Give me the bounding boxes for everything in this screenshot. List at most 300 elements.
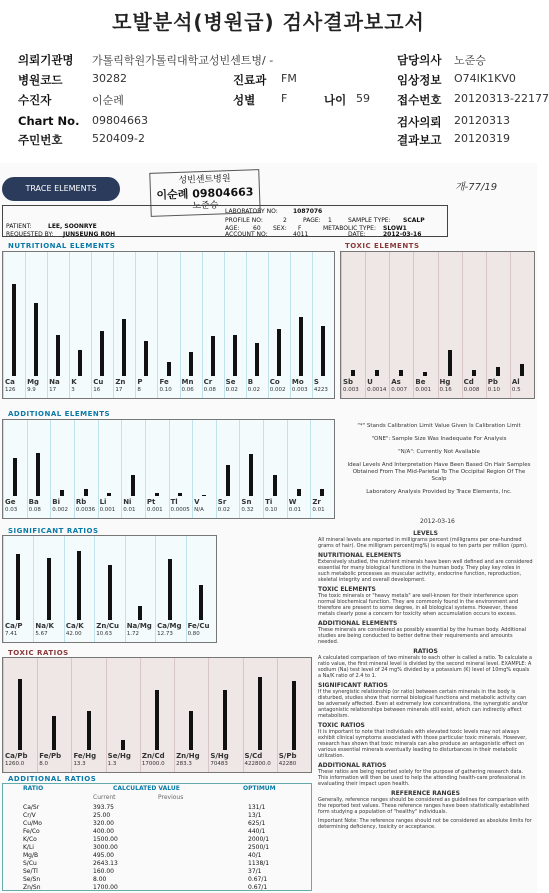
bar-s-pb	[292, 681, 296, 750]
lab-field-value: SLOW1	[383, 225, 407, 232]
element-symbol: S	[313, 378, 319, 386]
grid-column	[186, 536, 187, 642]
note-heading: ADDITIONAL RATIOS	[318, 762, 387, 769]
bar-k	[78, 350, 82, 376]
element-value: 0.02	[247, 387, 260, 393]
logo-text: TRACE ELEMENTS	[25, 184, 97, 193]
additional-title: ADDITIONAL ELEMENTS	[8, 410, 111, 418]
grid-column	[192, 420, 193, 518]
bar-as	[399, 370, 403, 376]
lab-field-value: 2	[283, 217, 287, 224]
header-value: 59	[356, 92, 370, 105]
element-value: 0.16	[439, 387, 452, 393]
element-value: 0.01	[312, 507, 325, 513]
ratio-subheader-row	[3, 794, 313, 803]
element-value: 17	[49, 387, 57, 393]
grid-column	[310, 420, 311, 518]
grid-column	[125, 536, 126, 642]
grid-column	[243, 658, 244, 772]
header-value: 30282	[92, 72, 127, 85]
ratio-name: Zn/Sn	[23, 884, 41, 891]
grid-column	[94, 536, 95, 642]
element-value: 0.06	[181, 387, 194, 393]
element-value: 0.0036	[75, 507, 96, 513]
header-row	[0, 70, 537, 89]
bar-fe-cu	[199, 585, 203, 620]
ratio-current: 495.00	[93, 852, 114, 859]
element-symbol: Mn	[181, 378, 194, 386]
grid-column	[157, 252, 158, 398]
legend-line: "ONE": Sample Size Was Inadequate For Analysis	[371, 436, 507, 442]
element-symbol: Sb	[343, 378, 354, 386]
grid-column	[287, 420, 288, 518]
element-symbol: Mg	[27, 378, 40, 386]
lab-field-value: 4011	[293, 231, 309, 238]
grid-column	[74, 420, 75, 518]
bar-zr	[320, 489, 324, 496]
element-symbol: Sn	[241, 498, 252, 506]
element-value: 42280	[278, 761, 297, 767]
bar-co	[277, 329, 281, 376]
ratio-current: 2643.13	[93, 860, 118, 867]
toxic-title: TOXIC ELEMENTS	[345, 242, 420, 250]
element-value: 126	[5, 387, 16, 393]
additional-ratios-title: ADDITIONAL RATIOS	[8, 775, 97, 783]
element-symbol: K	[71, 378, 77, 386]
lab-field-label: SAMPLE TYPE:	[348, 217, 391, 224]
bar-u	[375, 370, 379, 376]
report-title: 모발분석(병원급) 검사결과보고서	[112, 10, 425, 34]
grid-column	[98, 420, 99, 518]
element-symbol: Ca/P	[5, 622, 23, 630]
legend-line: "N/A": Currently Not Available	[398, 449, 480, 455]
ratio-sub-header: Current	[93, 794, 116, 801]
lab-info-table	[2, 205, 448, 237]
bar-cd	[472, 370, 476, 376]
lab-field-label: REQUESTED BY:	[6, 231, 54, 238]
bar-se-hg	[121, 740, 125, 750]
grid-column	[145, 420, 146, 518]
element-value: 0.003	[291, 387, 308, 393]
element-symbol: V	[194, 498, 200, 506]
stamp-line: 성빈센트병원	[178, 174, 231, 186]
grid-column	[224, 252, 225, 398]
grid-column	[106, 658, 107, 772]
element-value: 12.73	[157, 631, 173, 637]
ratio-name: K/Li	[23, 844, 34, 851]
grid-column	[27, 420, 28, 518]
header-value: FM	[281, 72, 297, 85]
grid-column	[239, 420, 240, 518]
lab-field-label: SEX:	[273, 225, 287, 232]
grid-column	[3, 420, 4, 518]
header-label: 수진자	[18, 93, 52, 107]
grid-column	[64, 536, 65, 642]
bar-mo	[299, 317, 303, 376]
element-symbol: Pt	[146, 498, 156, 506]
element-value: 0.10	[487, 387, 500, 393]
element-value: 0.80	[187, 631, 200, 637]
ratio-current: 25.00	[93, 812, 111, 819]
element-symbol: Al	[511, 378, 520, 386]
element-symbol: Ni	[123, 498, 132, 506]
element-symbol: Co	[269, 378, 280, 386]
lab-logo	[2, 177, 120, 201]
ratio-col-header: OPTIMUM	[243, 785, 276, 792]
ratio-col-header: CALCULATED VALUE	[113, 785, 180, 792]
bar-li	[107, 493, 111, 497]
grid-column	[47, 252, 48, 398]
grid-column	[113, 252, 114, 398]
bar-fe-pb	[52, 716, 56, 750]
bar-mg	[34, 303, 38, 376]
additional-panel	[2, 419, 335, 519]
bar-ca	[12, 284, 16, 376]
note-heading: RATIOS	[413, 648, 438, 655]
note-text: These ratios are being reported solely for the purpose of gathering research data. This information will then be used to help the attending health-care professional in evaluating their impact upon health.	[318, 769, 526, 787]
grid-column	[216, 420, 217, 518]
significant-title: SIGNIFICANT RATIOS	[8, 527, 99, 535]
grid-column	[3, 658, 4, 772]
element-symbol: Ca	[5, 378, 15, 386]
element-symbol: U	[367, 378, 373, 386]
bar-rb	[84, 489, 88, 496]
ratio-name: Ca/Sr	[23, 804, 40, 811]
element-symbol: Fe/Cu	[187, 622, 210, 630]
element-value: 0.007	[391, 387, 407, 393]
nutritional-title: NUTRITIONAL ELEMENTS	[8, 242, 116, 250]
toxic-ratios-panel	[2, 657, 312, 773]
ratio-optimum: 0.67/1	[248, 884, 268, 891]
element-symbol: Tl	[170, 498, 178, 506]
element-value: N/A	[194, 507, 204, 513]
bar-sr	[226, 465, 230, 497]
ratio-optimum: 625/1	[248, 820, 266, 827]
element-symbol: Rb	[75, 498, 87, 506]
ratio-name: Se/Sn	[23, 876, 41, 883]
element-symbol: Cu	[93, 378, 104, 386]
handwritten-note: 개-77/19	[455, 182, 498, 193]
bar-cu	[100, 331, 104, 376]
ratio-current: 3000.00	[93, 844, 118, 851]
lab-field-label: ACCOUNT NO:	[225, 231, 268, 238]
header-row	[0, 112, 537, 131]
element-value: 0.008	[463, 387, 480, 393]
grid-column	[174, 658, 175, 772]
lab-field-label: DATE:	[348, 231, 366, 238]
header-value: F	[281, 92, 288, 105]
element-value: 0.0014	[367, 387, 387, 393]
element-value: 0.02	[217, 507, 231, 513]
legend-line: Laboratory Analysis Provided by Trace Elements, Inc.	[366, 489, 512, 495]
lab-field-label: METABOLIC TYPE:	[323, 225, 376, 232]
bar-fe-hg	[87, 711, 91, 750]
grid-column	[486, 252, 487, 398]
ratio-header-row	[3, 785, 313, 794]
ratio-current: 320.00	[93, 820, 114, 827]
ratio-name: Se/Tl	[23, 868, 38, 875]
header-label: 주민번호	[18, 133, 63, 147]
element-value: 17	[115, 387, 123, 393]
lab-field-value: JUNSEUNG ROH	[63, 231, 116, 238]
note-heading: REFERENCE RANGES	[391, 790, 460, 797]
grid-column	[341, 252, 342, 398]
grid-column	[268, 252, 269, 398]
note-heading: LEVELS	[413, 530, 438, 537]
header-label: 접수번호	[397, 93, 442, 107]
legend-line: "*" Stands Calibration Limit Value Given Is Calibration Limit	[357, 423, 521, 429]
ratio-current: 1700.00	[93, 884, 118, 891]
grid-column	[312, 252, 313, 398]
ratio-sub-header: Previous	[158, 794, 184, 801]
header-row	[0, 130, 537, 149]
ratio-optimum: 2500/1	[248, 844, 270, 851]
ratio-current: 393.75	[93, 804, 114, 811]
lab-field-label: PATIENT:	[6, 223, 32, 230]
element-symbol: Zn/Cd	[141, 752, 165, 760]
note-heading: TOXIC ELEMENTS	[318, 586, 376, 593]
lab-field-value: SCALP	[403, 217, 425, 224]
element-value: 0.0005	[170, 507, 190, 513]
bar-se	[233, 335, 237, 376]
element-symbol: Mo	[291, 378, 304, 386]
ratio-optimum: 0.67/1	[248, 876, 268, 883]
element-value: 0.001	[99, 507, 116, 513]
ratio-name: Cu/Mo	[23, 820, 42, 827]
element-value: 7.41	[5, 631, 18, 637]
bar-zn-hg	[189, 711, 193, 750]
ratio-optimum: 13/1	[248, 812, 262, 819]
report-header	[0, 50, 549, 150]
toxic-ratios-title: TOXIC RATIOS	[8, 649, 69, 657]
grid-column	[169, 420, 170, 518]
element-symbol: Se/Hg	[107, 752, 131, 760]
element-value: 0.002	[269, 387, 286, 393]
element-symbol: Zn/Hg	[176, 752, 200, 760]
element-value: 17000.0	[141, 761, 165, 767]
ratio-row	[3, 884, 313, 893]
element-value: 0.001	[146, 507, 163, 513]
ratio-name: Cr/V	[23, 812, 36, 819]
lab-field-value: 2012-03-16	[383, 231, 422, 238]
element-symbol: Ca/Pb	[5, 752, 28, 760]
grid-column	[3, 252, 4, 398]
element-symbol: Se	[225, 378, 236, 386]
element-value: 0.001	[415, 387, 432, 393]
bar-ti	[273, 475, 277, 496]
bar-ca-pb	[18, 679, 22, 750]
element-value: 0.03	[5, 507, 18, 513]
element-value: 0.01	[288, 507, 301, 513]
element-symbol: Na	[49, 378, 60, 386]
bar-zn-cu	[108, 565, 112, 620]
element-value: 8	[137, 387, 141, 393]
bar-pt	[155, 493, 159, 497]
bar-ca-k	[77, 551, 81, 620]
grid-column	[33, 536, 34, 642]
header-label: Chart No.	[18, 114, 80, 128]
ratio-col-header: RATIO	[23, 785, 44, 792]
grid-column	[510, 252, 511, 398]
stamp-line: 노준승	[192, 200, 219, 212]
element-symbol: Na/Mg	[126, 622, 152, 630]
bar-s-cd	[258, 677, 262, 750]
element-symbol: S/Hg	[210, 752, 229, 760]
grid-column	[180, 252, 181, 398]
bar-na-mg	[138, 606, 142, 620]
note-text: These minerals are considered as possibly essential by the human body. Additional studies are being conducted to better define their requirements and amounts needed.	[318, 627, 527, 645]
header-label: 담당의사	[397, 53, 442, 67]
element-value: 0.10	[265, 507, 278, 513]
ratio-optimum: 440/1	[248, 828, 266, 835]
header-label: 검사의뢰	[397, 115, 442, 129]
note-text: Important Note: The reference ranges should not be considered as absolute limits for determining deficiency, toxicity or acceptance.	[318, 818, 532, 830]
element-value: 42.00	[65, 631, 82, 637]
header-value: 노준승	[454, 54, 486, 67]
ratio-current: 8.00	[93, 876, 107, 883]
element-symbol: Be	[415, 378, 426, 386]
ratio-optimum: 1138/1	[248, 860, 270, 867]
element-symbol: Zn	[115, 378, 126, 386]
lab-field-value: 1087076	[293, 208, 323, 215]
ratio-current: 160.00	[93, 868, 114, 875]
note-text: A calculated comparison of two minerals to each other is called a ratio. To calculate a ratio value, the first mineral level is divided by the second mineral level. EXAMPLE: A sodium (Na) test level of 24 mg% divided by a potassium (K) level of 10mg% equals a Na/K ratio of 2.4 to 1.	[318, 655, 533, 679]
grid-column	[37, 658, 38, 772]
grid-column	[135, 252, 136, 398]
grid-column	[462, 252, 463, 398]
ratio-optimum: 37/1	[248, 868, 262, 875]
bar-tl	[178, 493, 182, 497]
element-symbol: Hg	[439, 378, 451, 386]
grid-column	[413, 252, 414, 398]
bar-fe	[167, 362, 171, 376]
element-symbol: Li	[99, 498, 107, 506]
element-value: 422800.0	[244, 761, 271, 767]
stamp-line: 이순례 09804663	[156, 185, 254, 202]
bar-hg	[448, 350, 452, 376]
element-value: 0.01	[123, 507, 136, 513]
interpretation-notes	[318, 527, 533, 891]
lab-field-value: 1	[328, 217, 332, 224]
bar-sn	[249, 454, 253, 496]
header-row	[0, 90, 549, 109]
header-value: 520409-2	[92, 132, 145, 145]
ratio-current: 1500.00	[93, 836, 118, 843]
lab-field-value: LEE, SOONRYE	[48, 223, 97, 230]
element-value: 0.08	[203, 387, 216, 393]
element-symbol: Fe	[159, 378, 169, 386]
bar-s	[321, 326, 325, 376]
header-value: 이순례	[92, 94, 124, 107]
bar-p	[144, 341, 148, 376]
ratio-optimum: 40/1	[248, 852, 262, 859]
element-value: 10.63	[96, 631, 113, 637]
header-label: 성별	[233, 93, 256, 107]
note-text: The toxic minerals or "heavy metals" are well-known for their interference upon normal biochemical function. They are commonly found in the environment and therefore are present to some degree, in all biological systems. However, these metals clearly pose a concern for toxicity when accumulation occurs to excess.	[318, 593, 519, 617]
lab-field-label: LABORATORY NO:	[225, 208, 278, 215]
element-value: 0.32	[241, 507, 254, 513]
element-symbol: Cd	[463, 378, 474, 386]
element-symbol: B	[247, 378, 254, 386]
element-symbol: Ca/Mg	[157, 622, 182, 630]
scanned-report	[0, 163, 537, 893]
ratio-name: S/Cu	[23, 860, 37, 867]
element-value: 1.72	[126, 631, 139, 637]
grid-column	[140, 658, 141, 772]
element-value: 0.02	[225, 387, 238, 393]
grid-column	[50, 420, 51, 518]
element-symbol: Cr	[203, 378, 213, 386]
element-value: 0.003	[343, 387, 359, 393]
ratio-optimum: 2000/1	[248, 836, 270, 843]
bar-sb	[351, 370, 355, 376]
bar-na-k	[47, 558, 51, 620]
grid-column	[263, 420, 264, 518]
grid-column	[71, 658, 72, 772]
grid-column	[91, 252, 92, 398]
element-symbol: Ba	[28, 498, 39, 506]
element-symbol: Zr	[312, 498, 321, 506]
bar-b	[255, 343, 259, 376]
lab-field-label: PAGE:	[303, 217, 321, 224]
note-heading: TOXIC RATIOS	[318, 722, 365, 729]
bar-ca-p	[16, 554, 20, 620]
header-label: 결과보고	[397, 133, 442, 147]
grid-column	[208, 658, 209, 772]
grid-column	[202, 252, 203, 398]
bar-ge	[13, 458, 17, 497]
element-value: 16	[93, 387, 101, 393]
ratio-name: Mg/B	[23, 852, 39, 859]
ratio-current: 400.00	[93, 828, 114, 835]
grid-column	[365, 252, 366, 398]
header-label: 임상정보	[397, 73, 442, 87]
element-value: 13.3	[73, 761, 86, 767]
bar-zn	[122, 319, 126, 376]
grid-column	[3, 536, 4, 642]
header-label: 나이	[324, 93, 347, 107]
header-row	[0, 50, 537, 69]
element-value: 3	[71, 387, 75, 393]
element-symbol: Fe/Hg	[73, 752, 97, 760]
header-value: 09804663	[92, 114, 148, 127]
header-label: 의뢰기관명	[18, 53, 74, 67]
element-symbol: Ti	[265, 498, 273, 506]
header-value: 20120313-22177	[454, 92, 549, 105]
bar-pb	[496, 367, 500, 376]
element-value: 0.5	[511, 387, 521, 393]
ratio-optimum: 131/1	[248, 804, 266, 811]
nutritional-panel	[2, 251, 335, 399]
element-value: 5.67	[35, 631, 48, 637]
element-symbol: Ca/K	[65, 622, 84, 630]
grid-column	[290, 252, 291, 398]
grid-column	[389, 252, 390, 398]
lab-field-label: AGE:	[225, 225, 240, 232]
element-value: 70483	[210, 761, 228, 767]
bar-ba	[36, 453, 40, 496]
element-value: 1260.0	[5, 761, 25, 767]
element-symbol: Zn/Cu	[96, 622, 120, 630]
element-value: 8.0	[39, 761, 48, 767]
note-heading: NUTRITIONAL ELEMENTS	[318, 552, 402, 559]
additional-ratios-table	[2, 783, 312, 891]
element-value: 0.002	[52, 507, 69, 513]
element-symbol: Ge	[5, 498, 16, 506]
bar-v	[202, 495, 206, 496]
header-value: 20120313	[454, 114, 510, 127]
element-symbol: As	[391, 378, 401, 386]
